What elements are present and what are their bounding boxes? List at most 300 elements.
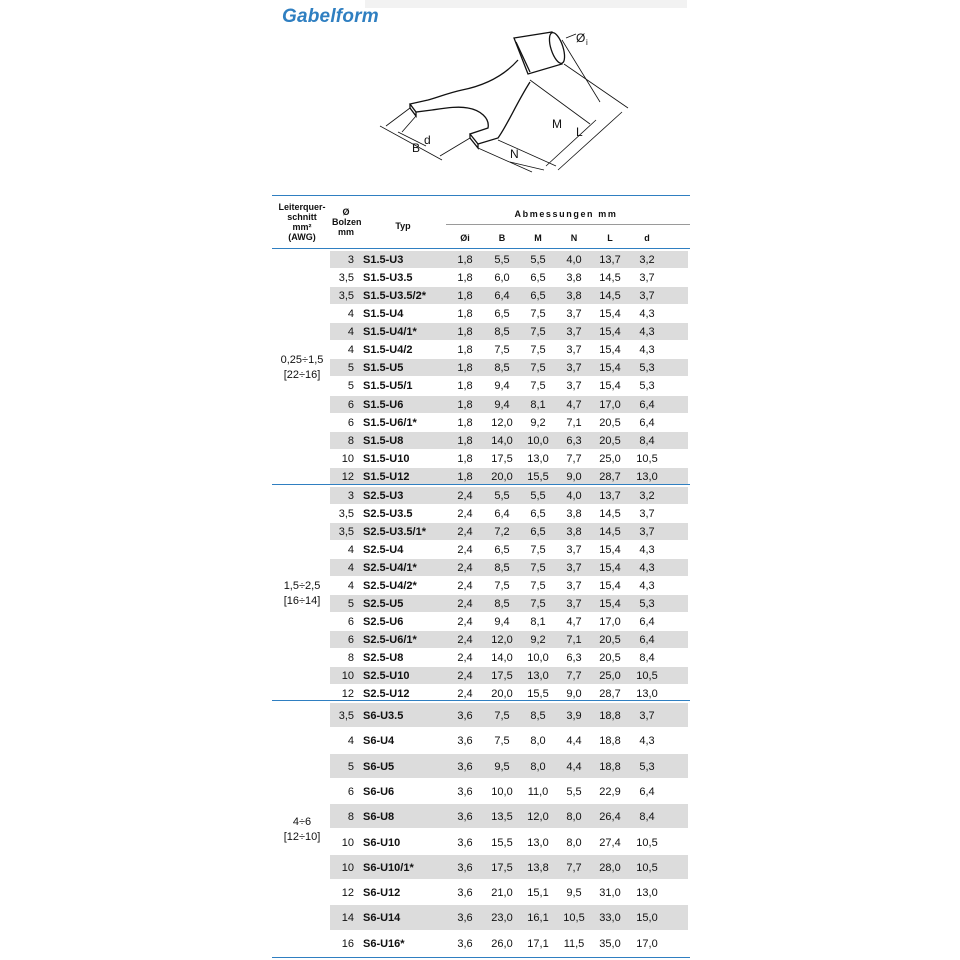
table-row [330, 728, 688, 752]
cell-bolt-diameter: 5 [347, 598, 354, 610]
cell-dimension: 3,7 [566, 308, 582, 321]
table-row [330, 487, 688, 504]
cell-bolt-diameter: 6 [347, 616, 354, 628]
cell-dimension: 26,0 [491, 937, 513, 950]
cell-dimension: 3,7 [566, 362, 582, 375]
cell-dimension: 25,0 [599, 670, 621, 682]
cell-dimension: 4,4 [566, 735, 582, 748]
header-conductor-line2: schnitt [287, 212, 317, 222]
cell-bolt-diameter: 4 [347, 562, 354, 574]
cell-dimension: 8,4 [639, 434, 655, 447]
cell-bolt-diameter: 10 [341, 836, 354, 849]
cell-dimension: 7,5 [530, 380, 546, 393]
cell-type: S6-U6 [363, 785, 395, 798]
cell-dimension: 8,5 [494, 326, 510, 339]
cell-dimension: 8,0 [566, 836, 582, 849]
cell-dimension: 6,4 [639, 616, 655, 628]
table-row [330, 631, 688, 648]
cell-dimension: 12,0 [491, 634, 513, 646]
cell-dimension: 6,4 [639, 416, 655, 429]
cell-dimension: 4,0 [566, 254, 582, 266]
cell-dimension: 7,5 [494, 580, 510, 592]
table-row [330, 450, 688, 467]
cell-dimension: 10,0 [527, 652, 549, 664]
cell-dimension: 7,5 [530, 326, 546, 339]
cell-dimension: 35,0 [599, 937, 621, 950]
table-row [330, 523, 688, 540]
cell-type: S2.5-U4/1* [363, 562, 417, 574]
cell-dimension: 18,8 [599, 735, 621, 748]
header-dimensions-rule [446, 224, 690, 225]
cell-type: S2.5-U6 [363, 616, 404, 628]
cell-dimension: 18,8 [599, 760, 621, 773]
cell-dimension: 1,8 [457, 398, 473, 411]
cell-dimension: 3,8 [566, 508, 582, 520]
cell-dimension: 8,0 [530, 760, 546, 773]
cell-bolt-diameter: 8 [347, 652, 354, 664]
cell-type: S1.5-U6/1* [363, 416, 417, 429]
diagram-label-oi-sub: i [586, 38, 588, 47]
header-top-rule [272, 195, 690, 196]
header-dimensions: Abmessungen mm [514, 209, 618, 219]
cell-dimension: 9,4 [494, 398, 510, 411]
cell-dimension: 3,6 [457, 836, 473, 849]
cell-dimension: 10,5 [636, 861, 658, 874]
cell-type: S2.5-U10 [363, 670, 410, 682]
cell-type: S6-U3.5 [363, 710, 404, 722]
cell-bolt-diameter: 3,5 [338, 710, 354, 722]
cell-dimension: 2,4 [457, 616, 473, 628]
table-row [330, 341, 688, 358]
cell-dimension: 2,4 [457, 598, 473, 610]
cell-bolt-diameter: 6 [347, 634, 354, 646]
cell-dimension: 15,5 [491, 836, 513, 849]
cell-dimension: 1,8 [457, 362, 473, 375]
cell-dimension: 1,8 [457, 380, 473, 393]
cell-dimension: 7,5 [530, 598, 546, 610]
cell-dimension: 7,5 [494, 735, 510, 748]
cell-dimension: 15,1 [527, 887, 549, 900]
cell-dimension: 10,5 [563, 912, 585, 925]
cell-dimension: 2,4 [457, 580, 473, 592]
cell-dimension: 11,5 [563, 937, 585, 950]
cell-type: S1.5-U10 [363, 452, 410, 465]
cell-dimension: 15,4 [599, 580, 621, 592]
cell-dimension: 8,0 [566, 811, 582, 824]
cell-dimension: 3,6 [457, 735, 473, 748]
cell-dimension: 15,0 [636, 912, 658, 925]
cell-dimension: 6,3 [566, 652, 582, 664]
table-row [330, 414, 688, 431]
table-row [330, 754, 688, 778]
cell-dimension: 13,0 [527, 836, 549, 849]
cell-dimension: 1,8 [457, 344, 473, 357]
cell-bolt-diameter: 3,5 [338, 508, 354, 520]
cell-dimension: 20,5 [599, 434, 621, 447]
cell-dimension: 2,4 [457, 490, 473, 502]
cell-dimension: 4,4 [566, 760, 582, 773]
table-row [330, 931, 688, 955]
cell-dimension: 6,5 [530, 290, 546, 303]
cell-dimension: 17,0 [599, 616, 621, 628]
cell-dimension: 28,0 [599, 861, 621, 874]
cell-bolt-diameter: 6 [347, 785, 354, 798]
table-row [330, 667, 688, 684]
group-range-awg: [12÷10] [283, 830, 321, 843]
cell-dimension: 15,4 [599, 562, 621, 574]
header-dim-col: B [498, 233, 506, 243]
cell-dimension: 6,5 [530, 508, 546, 520]
cell-type: S6-U4 [363, 735, 395, 748]
cell-dimension: 13,0 [636, 688, 658, 700]
cell-dimension: 6,4 [639, 785, 655, 798]
cell-dimension: 3,7 [639, 272, 655, 285]
table-row [330, 559, 688, 576]
cell-type: S6-U12 [363, 887, 401, 900]
cell-type: S1.5-U3.5/2* [363, 290, 426, 303]
cell-dimension: 17,0 [636, 937, 658, 950]
cell-dimension: 3,6 [457, 760, 473, 773]
diagram-label-M: M [552, 117, 562, 131]
cell-type: S1.5-U5/1 [363, 380, 413, 393]
cell-dimension: 8,5 [494, 362, 510, 375]
cell-dimension: 5,3 [639, 380, 655, 393]
cell-bolt-diameter: 12 [341, 688, 354, 700]
table-row [330, 396, 688, 413]
cell-dimension: 9,4 [494, 380, 510, 393]
cell-dimension: 12,0 [491, 416, 513, 429]
table-row [330, 804, 688, 828]
cell-bolt-diameter: 14 [341, 912, 354, 925]
cell-dimension: 2,4 [457, 688, 473, 700]
header-dim-col: d [644, 233, 650, 243]
cell-dimension: 13,0 [636, 887, 658, 900]
cell-dimension: 5,3 [639, 362, 655, 375]
table-row [330, 905, 688, 929]
table-row [330, 377, 688, 394]
cell-dimension: 7,2 [494, 526, 510, 538]
cell-dimension: 2,4 [457, 634, 473, 646]
group-range-awg: [22÷16] [283, 368, 321, 381]
table-row [330, 595, 688, 612]
diagram-label-B: B [412, 141, 421, 155]
cell-dimension: 6,4 [639, 634, 655, 646]
cell-dimension: 14,5 [599, 508, 621, 520]
cell-bolt-diameter: 5 [347, 362, 354, 375]
top-strip [365, 0, 687, 8]
cell-dimension: 9,5 [566, 887, 582, 900]
cell-dimension: 3,8 [566, 290, 582, 303]
cell-dimension: 1,8 [457, 272, 473, 285]
cell-dimension: 27,4 [599, 836, 621, 849]
cell-dimension: 3,6 [457, 710, 473, 722]
cell-dimension: 7,5 [494, 344, 510, 357]
cell-dimension: 15,4 [599, 598, 621, 610]
cell-dimension: 8,0 [530, 735, 546, 748]
cell-dimension: 15,4 [599, 308, 621, 321]
page-title: Gabelform [282, 6, 379, 27]
cell-bolt-diameter: 10 [341, 452, 354, 465]
cell-dimension: 1,8 [457, 452, 473, 465]
table-row [330, 432, 688, 449]
group-rule [272, 700, 690, 701]
cell-dimension: 16,1 [527, 912, 549, 925]
diagram-label-oi: Ø [576, 31, 586, 45]
header-dim-col: N [570, 233, 578, 243]
cell-dimension: 10,5 [636, 670, 658, 682]
cell-bolt-diameter: 16 [341, 937, 354, 950]
cell-dimension: 1,8 [457, 434, 473, 447]
table-row [330, 251, 688, 268]
group-cross-section-label [274, 579, 330, 609]
cell-type: S2.5-U12 [363, 688, 410, 700]
cell-dimension: 7,5 [530, 308, 546, 321]
cell-dimension: 3,8 [566, 272, 582, 285]
cell-dimension: 11,0 [527, 785, 549, 798]
table-row [330, 577, 688, 594]
cell-dimension: 9,0 [566, 688, 582, 700]
cell-dimension: 3,7 [566, 380, 582, 393]
cell-dimension: 6,5 [494, 308, 510, 321]
cell-dimension: 5,5 [566, 785, 582, 798]
cell-bolt-diameter: 4 [347, 308, 354, 321]
header-conductor-line4: (AWG) [288, 232, 316, 242]
cell-bolt-diameter: 4 [347, 326, 354, 339]
cell-dimension: 3,6 [457, 887, 473, 900]
table-row [330, 505, 688, 522]
group-range-mm2: 4÷6 [292, 815, 312, 828]
header-bolt-line2: Bolzen [332, 217, 362, 227]
cell-dimension: 31,0 [599, 887, 621, 900]
cell-type: S1.5-U6 [363, 398, 404, 411]
cell-type: S6-U10/1* [363, 861, 414, 874]
cell-dimension: 10,5 [636, 452, 658, 465]
table-row [330, 541, 688, 558]
cell-dimension: 9,4 [494, 616, 510, 628]
header-conductor [272, 202, 332, 242]
table-row [330, 305, 688, 322]
cell-dimension: 4,3 [639, 562, 655, 574]
group-range-mm2: 0,25÷1,5 [280, 353, 324, 366]
cell-bolt-diameter: 3,5 [338, 272, 354, 285]
cell-bolt-diameter: 4 [347, 544, 354, 556]
cell-dimension: 17,5 [491, 452, 513, 465]
table-row [330, 468, 688, 485]
cell-dimension: 13,8 [527, 861, 549, 874]
cell-dimension: 7,7 [566, 670, 582, 682]
cell-type: S1.5-U4 [363, 308, 404, 321]
cell-dimension: 3,7 [639, 508, 655, 520]
cell-dimension: 3,9 [566, 710, 582, 722]
header-conductor-line3: mm² [292, 222, 312, 232]
table-bottom-rule [272, 957, 690, 958]
diagram-label-L: L [576, 125, 583, 139]
header-dim-col: M [534, 233, 542, 243]
header-typ: Typ [395, 221, 411, 231]
cell-type: S6-U16* [363, 937, 405, 950]
cell-bolt-diameter: 4 [347, 344, 354, 357]
header-dim-col: Øi [460, 233, 470, 243]
cell-dimension: 9,5 [494, 760, 510, 773]
cell-dimension: 25,0 [599, 452, 621, 465]
cell-dimension: 20,0 [491, 470, 513, 483]
cell-bolt-diameter: 3 [347, 254, 354, 266]
cell-type: S1.5-U3.5 [363, 272, 413, 285]
cell-dimension: 7,5 [530, 562, 546, 574]
table-row [330, 880, 688, 904]
cell-dimension: 20,0 [491, 688, 513, 700]
cell-dimension: 14,5 [599, 272, 621, 285]
cell-dimension: 14,5 [599, 290, 621, 303]
cell-dimension: 13,0 [636, 470, 658, 483]
cell-dimension: 10,0 [527, 434, 549, 447]
cell-dimension: 26,4 [599, 811, 621, 824]
cell-type: S2.5-U4/2* [363, 580, 417, 592]
table-row [330, 269, 688, 286]
cell-bolt-diameter: 4 [347, 580, 354, 592]
cell-dimension: 8,5 [494, 562, 510, 574]
cell-dimension: 2,4 [457, 526, 473, 538]
cell-type: S2.5-U3.5/1* [363, 526, 426, 538]
cell-dimension: 6,4 [494, 508, 510, 520]
cell-dimension: 3,7 [639, 290, 655, 303]
cell-bolt-diameter: 6 [347, 416, 354, 429]
cell-dimension: 4,3 [639, 735, 655, 748]
cell-dimension: 17,0 [599, 398, 621, 411]
cell-dimension: 8,1 [530, 398, 546, 411]
cell-dimension: 7,5 [530, 362, 546, 375]
cell-type: S1.5-U4/1* [363, 326, 417, 339]
cell-type: S6-U14 [363, 912, 401, 925]
cell-dimension: 20,5 [599, 652, 621, 664]
cell-bolt-diameter: 10 [341, 861, 354, 874]
cell-type: S1.5-U8 [363, 434, 404, 447]
group-range-awg: [16÷14] [283, 594, 321, 607]
cell-dimension: 23,0 [491, 912, 513, 925]
table-row [330, 613, 688, 630]
cell-dimension: 1,8 [457, 470, 473, 483]
cell-dimension: 7,5 [494, 710, 510, 722]
cell-dimension: 15,4 [599, 380, 621, 393]
cell-dimension: 1,8 [457, 254, 473, 266]
cell-dimension: 1,8 [457, 416, 473, 429]
cell-dimension: 13,0 [527, 452, 549, 465]
diagram-label-d: d [424, 133, 431, 147]
cell-dimension: 7,7 [566, 452, 582, 465]
cell-dimension: 5,5 [530, 254, 546, 266]
cell-dimension: 3,2 [639, 254, 655, 266]
cell-type: S2.5-U3.5 [363, 508, 413, 520]
group-cross-section-label [274, 353, 330, 383]
cell-dimension: 7,5 [530, 580, 546, 592]
cell-dimension: 15,4 [599, 544, 621, 556]
cell-bolt-diameter: 10 [341, 670, 354, 682]
cell-dimension: 20,5 [599, 416, 621, 429]
table-row [330, 359, 688, 376]
cell-dimension: 4,3 [639, 308, 655, 321]
group-rule [272, 248, 690, 249]
cell-dimension: 5,5 [530, 490, 546, 502]
header-bolt [332, 207, 360, 237]
cell-dimension: 6,4 [494, 290, 510, 303]
cell-dimension: 3,6 [457, 811, 473, 824]
cell-dimension: 22,9 [599, 785, 621, 798]
cell-dimension: 17,5 [491, 861, 513, 874]
group-range-mm2: 1,5÷2,5 [283, 579, 321, 592]
cell-dimension: 17,1 [527, 937, 549, 950]
cell-dimension: 2,4 [457, 562, 473, 574]
cell-dimension: 3,7 [639, 710, 655, 722]
cell-dimension: 10,0 [491, 785, 513, 798]
cell-dimension: 3,6 [457, 937, 473, 950]
cell-dimension: 6,5 [494, 544, 510, 556]
header-bolt-line1: Ø [342, 207, 350, 217]
cell-bolt-diameter: 3,5 [338, 290, 354, 303]
cell-dimension: 3,7 [566, 326, 582, 339]
cell-bolt-diameter: 4 [347, 735, 354, 748]
fork-terminal-diagram [370, 20, 670, 190]
cell-dimension: 8,4 [639, 811, 655, 824]
cell-dimension: 2,4 [457, 544, 473, 556]
cell-type: S1.5-U12 [363, 470, 410, 483]
table-row [330, 703, 688, 727]
cell-dimension: 18,8 [599, 710, 621, 722]
cell-dimension: 7,1 [566, 416, 582, 429]
cell-dimension: 6,5 [530, 272, 546, 285]
cell-bolt-diameter: 8 [347, 811, 354, 824]
cell-dimension: 28,7 [599, 688, 621, 700]
cell-dimension: 8,1 [530, 616, 546, 628]
diagram-label-N: N [510, 147, 519, 161]
cell-dimension: 5,3 [639, 760, 655, 773]
header-conductor-line1: Leiterquer- [278, 202, 326, 212]
cell-dimension: 14,0 [491, 434, 513, 447]
cell-type: S2.5-U8 [363, 652, 404, 664]
cell-dimension: 15,5 [527, 470, 549, 483]
cell-bolt-diameter: 12 [341, 887, 354, 900]
cell-dimension: 13,0 [527, 670, 549, 682]
cell-dimension: 4,7 [566, 616, 582, 628]
cell-dimension: 2,4 [457, 652, 473, 664]
table-row [330, 830, 688, 854]
cell-bolt-diameter: 3,5 [338, 526, 354, 538]
cell-dimension: 14,0 [491, 652, 513, 664]
cell-dimension: 6,3 [566, 434, 582, 447]
cell-dimension: 17,5 [491, 670, 513, 682]
cell-dimension: 3,6 [457, 912, 473, 925]
cell-dimension: 6,4 [639, 398, 655, 411]
cell-dimension: 15,4 [599, 326, 621, 339]
cell-dimension: 9,2 [530, 634, 546, 646]
cell-dimension: 3,7 [566, 344, 582, 357]
cell-dimension: 5,3 [639, 598, 655, 610]
cell-type: S2.5-U3 [363, 490, 404, 502]
cell-dimension: 21,0 [491, 887, 513, 900]
cell-dimension: 4,0 [566, 490, 582, 502]
cell-dimension: 7,5 [530, 544, 546, 556]
cell-dimension: 6,0 [494, 272, 510, 285]
cell-dimension: 4,3 [639, 580, 655, 592]
cell-dimension: 5,5 [494, 490, 510, 502]
cell-dimension: 1,8 [457, 308, 473, 321]
cell-dimension: 28,7 [599, 470, 621, 483]
cell-dimension: 9,2 [530, 416, 546, 429]
cell-type: S6-U10 [363, 836, 401, 849]
table-row [330, 323, 688, 340]
cell-dimension: 33,0 [599, 912, 621, 925]
cell-type: S2.5-U4 [363, 544, 404, 556]
cell-dimension: 13,5 [491, 811, 513, 824]
